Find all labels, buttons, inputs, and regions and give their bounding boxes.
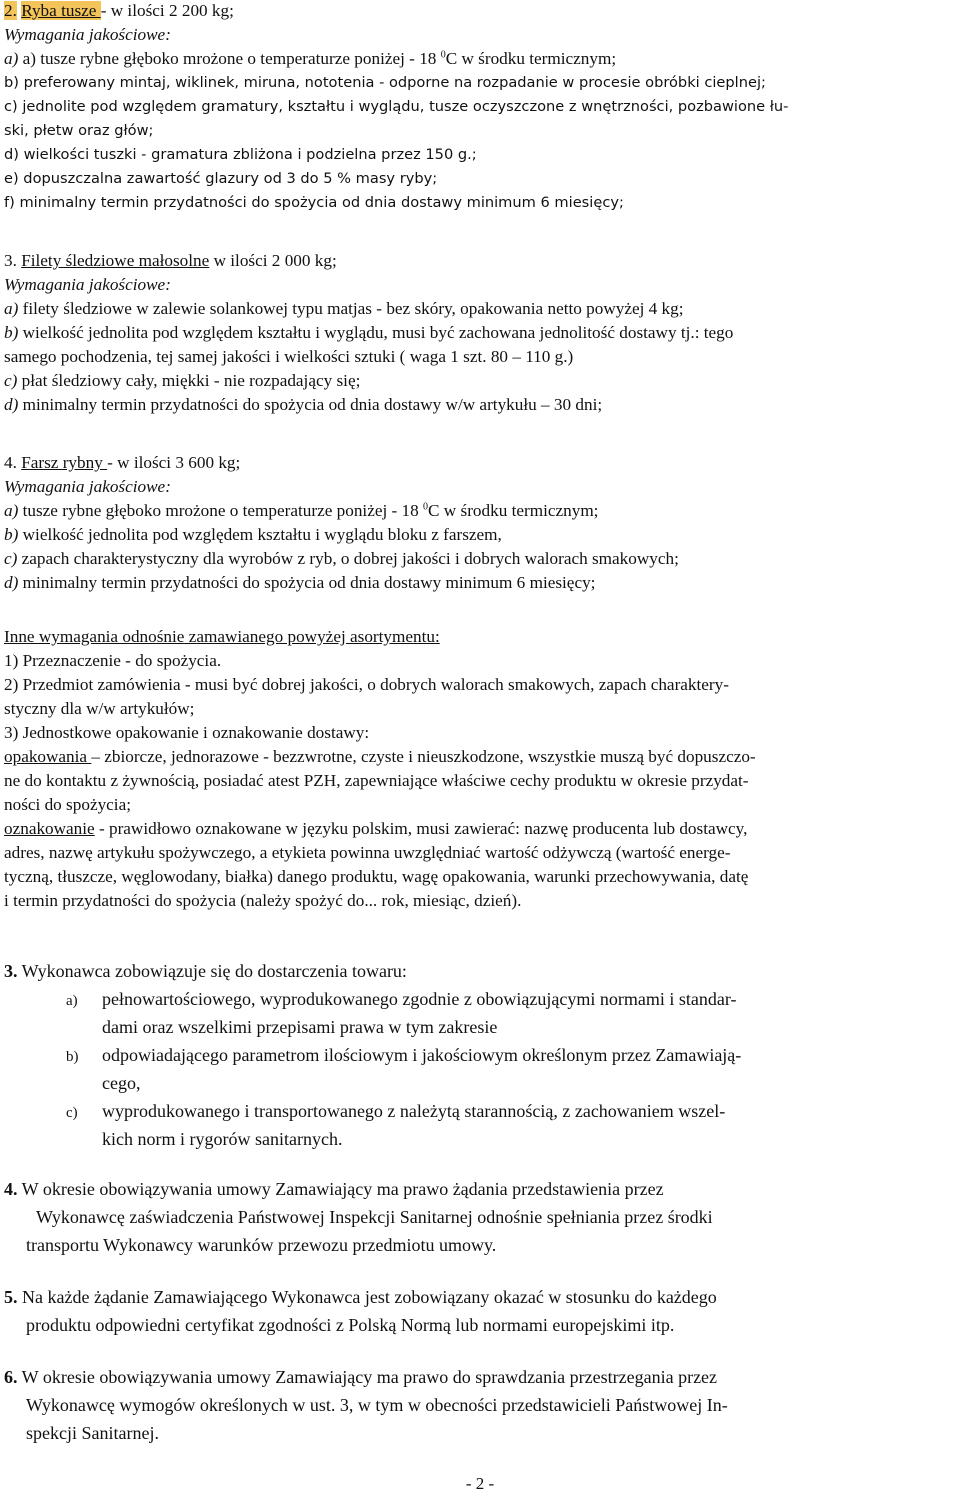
item-3-req-d: d) minimalny termin przydatności do spożycia od dnia dostawy w/w artykułu – 30 dni; [4, 395, 603, 414]
section-3-heading: 3. Wykonawca zobowiązuje się do dostarczenia towaru: [4, 961, 407, 981]
section-6 [4, 1363, 956, 1447]
packaging-label: opakowania [4, 747, 92, 766]
item-2-quantity: - w ilości 2 200 kg; [100, 1, 234, 20]
item-3-title [4, 249, 956, 273]
item-3-req-b-1: b) wielkość jednolita pod względem kształtu i wyglądu, musi być zachowana jednolitość dostawy tj.: tego [4, 323, 734, 342]
item-2-req-f: f) minimalny termin przydatności do spożycia od dnia dostawy minimum 6 miesięcy; [4, 194, 624, 211]
item-4-title [4, 451, 956, 475]
section-5 [4, 1283, 956, 1339]
item-4-name: Farsz rybny [21, 453, 108, 472]
item-2-title [4, 0, 956, 23]
section-3-item-c-cont: kich norm i rygorów sanitarnych. [102, 1129, 343, 1149]
section-6-line-2: Wykonawcę wymogów określonych w ust. 3, w tym w obecności przedstawicieli Państwowej In- [26, 1395, 728, 1415]
packaging-line-3: ności do spożycia; [4, 795, 131, 814]
item-4-number: 4. [4, 453, 17, 472]
item-4-block [4, 451, 956, 595]
other-point-2-line-1: 2) Przedmiot zamówienia - musi być dobrej jakości, o dobrych walorach smakowych, zapach charaktery- [4, 675, 729, 694]
section-5-number: 5. [4, 1287, 18, 1307]
section-4-line-3: transportu Wykonawcy warunków przewozu przedmiotu umowy. [26, 1235, 497, 1255]
item-3-req-heading: Wymagania jakościowe: [4, 275, 171, 294]
other-point-3: 3) Jednostkowe opakowanie i oznakowanie dostawy: [4, 723, 370, 742]
item-4-req-heading: Wymagania jakościowe: [4, 477, 171, 496]
section-4 [4, 1175, 956, 1259]
item-4-req-b: b) wielkość jednolita pod względem kształtu i wyglądu bloku z farszem, [4, 525, 502, 544]
section-3-number: 3. [4, 961, 18, 981]
item-2-req-d: d) wielkości tuszki - gramatura zbliżona i podzielna przez 150 g.; [4, 146, 477, 163]
item-4-req-d: d) minimalny termin przydatności do spożycia od dnia dostawy minimum 6 miesięcy; [4, 573, 596, 592]
other-requirements-heading: Inne wymagania odnośnie zamawianego powyżej asortymentu: [4, 627, 440, 646]
item-3-req-b-2: samego pochodzenia, tej samej jakości i wielkości sztuki ( waga 1 szt. 80 – 110 g.) [4, 347, 574, 366]
item-2-name: Ryba tusze [21, 1, 101, 20]
other-point-2-line-2: styczny dla w/w artykułów; [4, 699, 195, 718]
section-3 [4, 957, 956, 985]
section-5-line-2: produktu odpowiedni certyfikat zgodności z Polską Normą lub normami europejskimi itp. [26, 1315, 675, 1335]
section-3-item-c: c) wyprodukowanego i transportowanego z należytą starannością, z zachowaniem wszel- [66, 1101, 726, 1121]
item-3-block [4, 249, 956, 417]
section-6-line-3: spekcji Sanitarnej. [26, 1423, 159, 1443]
labeling-label: oznakowanie [4, 819, 95, 838]
item-3-number: 3. [4, 251, 17, 270]
page-number: - 2 - [465, 1474, 495, 1493]
item-2-req-c-2: ski, płetw oraz głów; [4, 122, 154, 139]
labeling-line-4: i termin przydatności do spożycia (należy spożyć do... rok, miesiąc, dzień). [4, 891, 522, 910]
item-4-req-a: a) tusze rybne głęboko mrożone o temperaturze poniżej - 18 $^0$C w środku termicznym; [4, 501, 599, 520]
item-2-req-heading: Wymagania jakościowe: [4, 25, 171, 44]
other-point-1: 1) Przeznaczenie - do spożycia. [4, 651, 222, 670]
section-5-line-1: 5. Na każde żądanie Zamawiającego Wykonawca jest zobowiązany okazać w stosunku do każdego [4, 1287, 717, 1307]
labeling-line-1: oznakowanie - prawidłowo oznakowane w języku polskim, musi zawierać: nazwę producenta lub dostawcy, [4, 819, 748, 838]
section-3-item-a: a) pełnowartościowego, wyprodukowanego zgodnie z obowiązującymi normami i standar- [66, 989, 737, 1009]
section-3-item-a-cont: dami oraz wszelkimi przepisami prawa w tym zakresie [102, 1017, 498, 1037]
item-2-number: 2. [4, 1, 17, 20]
item-4-req-c: c) zapach charakterystyczny dla wyrobów z ryb, o dobrej jakości i dobrych walorach smakowych; [4, 549, 679, 568]
labeling-line-2: adres, nazwę artykułu spożywczego, a etykieta powinna uwzględniać wartość odżywczą (wartość energe- [4, 843, 731, 862]
item-2-req-a: a) a) tusze rybne głęboko mrożone o temperaturze poniżej - 18 $^0$C w środku termicznym; [4, 49, 617, 68]
item-3-req-a: a) filety śledziowe w zalewie solankowej typu matjas - bez skóry, opakowania netto powyżej 4 kg; [4, 299, 684, 318]
item-2-req-e: e) dopuszczalna zawartość glazury od 3 do 5 % masy ryby; [4, 170, 438, 187]
other-requirements-block [4, 625, 956, 913]
item-3-name: Filety śledziowe małosolne [21, 251, 210, 270]
section-3-list [66, 985, 956, 1153]
labeling-line-3: tyczną, tłuszcze, węglowodany, białka) danego produktu, wagę opakowania, warunki przechowywania, datę [4, 867, 749, 886]
section-4-line-1: 4. W okresie obowiązywania umowy Zamawiający ma prawo żądania przedstawienia przez [4, 1179, 664, 1199]
packaging-line-1: opakowania – zbiorcze, jednorazowe - bezzwrotne, czyste i nieuszkodzone, wszystkie muszą być dopuszczo- [4, 747, 756, 766]
item-2-req-c-1: c) jednolite pod względem gramatury, kształtu i wyglądu, tusze oczyszczone z wnętrzności, pozbawione łu- [4, 98, 789, 115]
section-4-number: 4. [4, 1179, 18, 1199]
item-4-quantity: - w ilości 3 600 kg; [107, 453, 241, 472]
section-4-line-2: Wykonawcę zaświadczenia Państwowej Inspekcji Sanitarnej odnośnie spełniania przez środki [36, 1207, 713, 1227]
section-6-line-1: 6. W okresie obowiązywania umowy Zamawiający ma prawo do sprawdzania przestrzegania przez [4, 1367, 718, 1387]
item-2-block [4, 0, 956, 215]
item-2-req-b: b) preferowany mintaj, wiklinek, miruna, nototenia - odporne na rozpadanie w procesie obróbki cieplnej; [4, 74, 766, 91]
item-3-quantity: w ilości 2 000 kg; [209, 251, 337, 270]
section-3-item-b: b) odpowiadającego parametrom ilościowym i jakościowym określonym przez Zamawiają- [66, 1045, 742, 1065]
item-3-req-c: c) płat śledziowy cały, miękki - nie rozpadający się; [4, 371, 361, 390]
packaging-line-2: ne do kontaktu z żywnością, posiadać atest PZH, zapewniające właściwe cechy produktu w okresie przydat- [4, 771, 749, 790]
section-6-number: 6. [4, 1367, 18, 1387]
section-3-item-b-cont: cego, [102, 1073, 141, 1093]
